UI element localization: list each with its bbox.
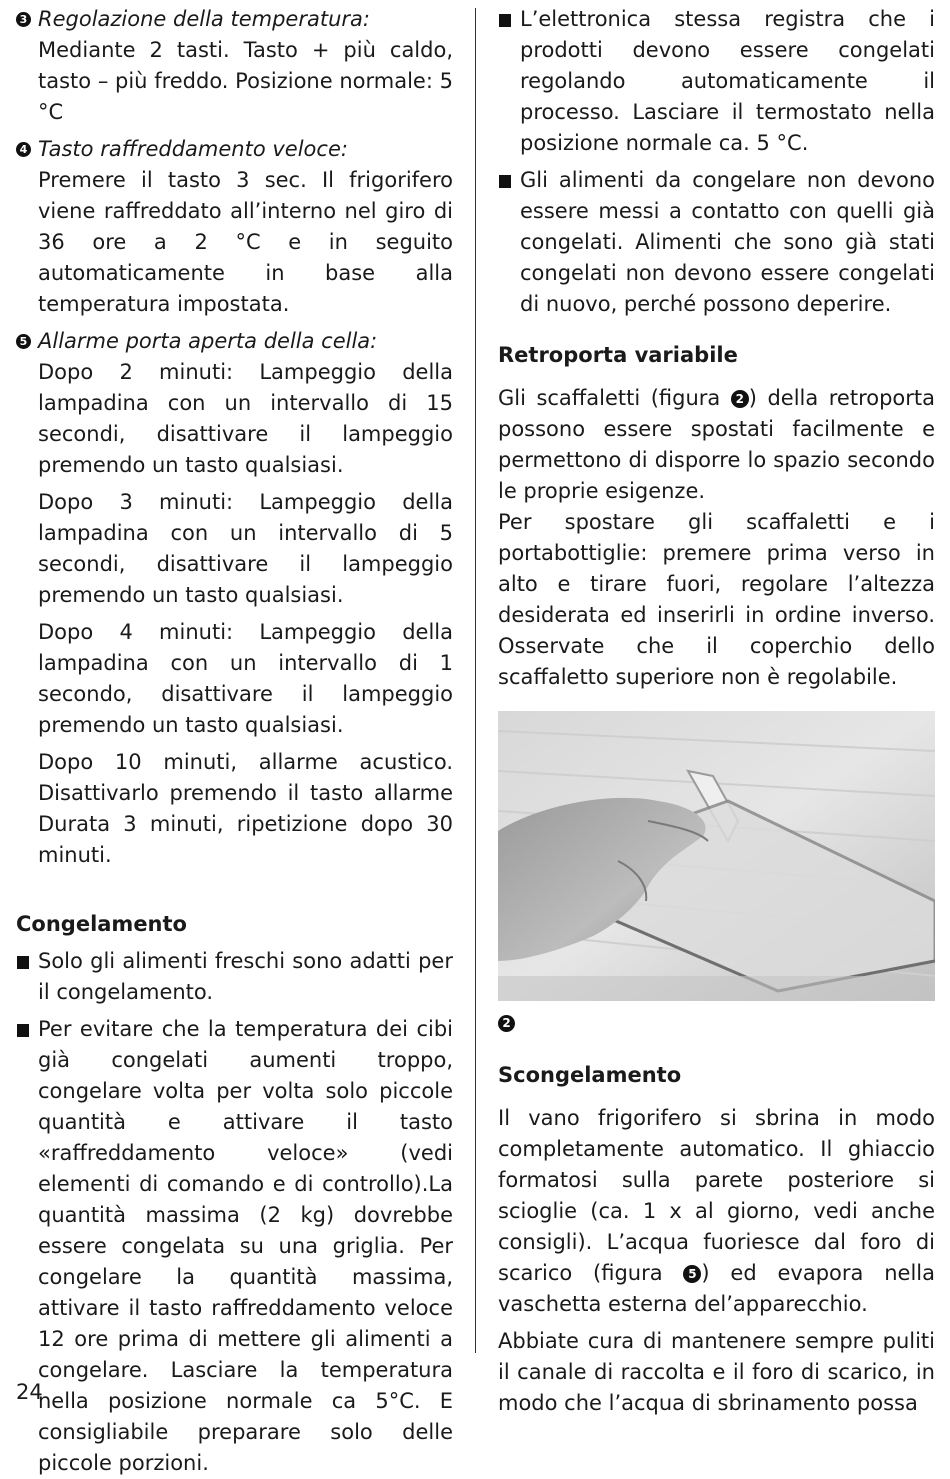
item-fast-cooling [16,134,453,320]
bullet-text: Gli alimenti da congelare non devono essere messi a contatto con quelli già congelati. Alimenti che sono già stati congelati non devono essere congelati di nuovo, perché possono deperire. [520,168,935,316]
section-retroporta [498,340,935,693]
door-shelf-photo-illustration [498,711,935,1001]
text-run: Gli scaffaletti (figura [498,386,731,410]
figure-ref-2-icon: 2 [731,390,749,408]
paragraph: Per spostare gli scaffaletti e i portabottiglie: premere prima verso in alto e tirare fuori, regolare l’altezza desiderata ed inserirli in ordine inverso. Osservate che il coperchio dello scaffaletto superiore non è regolabile. [498,510,935,689]
paragraph [498,383,935,507]
item-text: Mediante 2 tasti. Tasto + più caldo, tasto – più freddo. Posizione normale: 5 °C [38,38,453,124]
item-text: Dopo 2 minuti: Lampeggio della lampadina con un intervallo di 15 secondi, disattivare il lampeggio premendo un tasto qualsiasi. [38,360,453,477]
bullet-item [498,165,935,320]
item-heading: Tasto raffreddamento veloce: [38,137,348,161]
bullet-item [498,4,935,159]
section-scongelamento [498,1060,935,1419]
item-text: Dopo 3 minuti: Lampeggio della lampadina con un intervallo di 5 secondi, disattivare il lampeggio premendo un tasto qualsiasi. [38,490,453,607]
number-5-icon: 5 [16,334,31,349]
text-run: ) della retroporta possono essere spostati facilmente e permettono di disporre lo spazio secondo le proprie esigenze. [498,386,936,503]
item-heading: Allarme porta aperta della cella: [38,329,378,353]
text-run: Il vano frigorifero si sbrina in modo completamente automatico. Il ghiaccio formatosi sulla parete posteriore si scioglie (ca. 1 x al giorno, vedi anche consigli). L’acqua fuoriesce dal foro di scarico (figura [498,1106,935,1285]
column-divider [475,8,476,1353]
square-bullet-icon [499,14,511,27]
paragraph: Abbiate cura di mantenere sempre puliti il canale di raccolta e il foro di scarico, in modo che l’acqua di sbrinamento possa [498,1329,935,1415]
section-title: Scongelamento [498,1063,682,1087]
bullet-text: Solo gli alimenti freschi sono adatti per il congelamento. [38,949,453,1004]
section-congelamento [16,909,453,1479]
item-temperature [16,4,453,128]
bullet-text: Per evitare che la temperatura dei cibi già congelati aumenti troppo, congelare volta per volta solo piccole quantità e attivare il tasto «raffreddamento veloce» (vedi elementi di comando e di controllo).La quantità massima (2 kg) dovrebbe essere congelata su una griglia. Per congelare la quantità massima, attivare il tasto raffreddamento veloce 12 ore prima di mettere gli alimenti a congelare. Lasciare la temperatura nella posizione normale ca 5°C. E consigliabile preparare solo delle piccole porzioni. [38,1017,453,1475]
item-text: Dopo 10 minuti, allarme acustico. Disattivarlo premendo il tasto allarme Durata 3 minuti, ripetizione dopo 30 minuti. [38,750,453,867]
figure-number-icon: 2 [498,1015,515,1032]
left-column [16,4,453,1479]
right-column [498,4,935,1419]
bullet-item [16,1014,453,1479]
square-bullet-icon [499,175,511,188]
square-bullet-icon [17,1024,29,1037]
bullet-text: L’elettronica stessa registra che i prodotti devono essere congelati regolando automaticamente il processo. Lasciare il termostato nella posizione normale ca. 5 °C. [520,7,935,155]
number-4-icon: 4 [16,142,31,157]
item-text: Dopo 4 minuti: Lampeggio della lampadina con un intervallo di 1 secondo, disattivare il lampeggio premendo un tasto qualsiasi. [38,620,453,737]
page-number: 24 [16,1380,43,1404]
square-bullet-icon [17,956,29,969]
text-run: ) ed evapora nella vaschetta esterna del’apparecchio. [498,1261,935,1316]
section-title: Retroporta variabile [498,343,738,367]
door-shelf-photo [498,711,935,1001]
figure-ref-5-icon: 5 [683,1265,701,1283]
bullet-item [16,946,453,1008]
section-title: Congelamento [16,912,187,936]
item-door-alarm [16,326,453,871]
item-heading: Regolazione della temperatura: [38,7,370,31]
item-text: Premere il tasto 3 sec. Il frigorifero viene raffreddato all’interno nel giro di 36 ore a 2 °C e in seguito automaticamente in base alla temperatura impostata. [38,168,453,316]
number-3-icon: 3 [16,12,31,27]
paragraph [498,1103,935,1320]
